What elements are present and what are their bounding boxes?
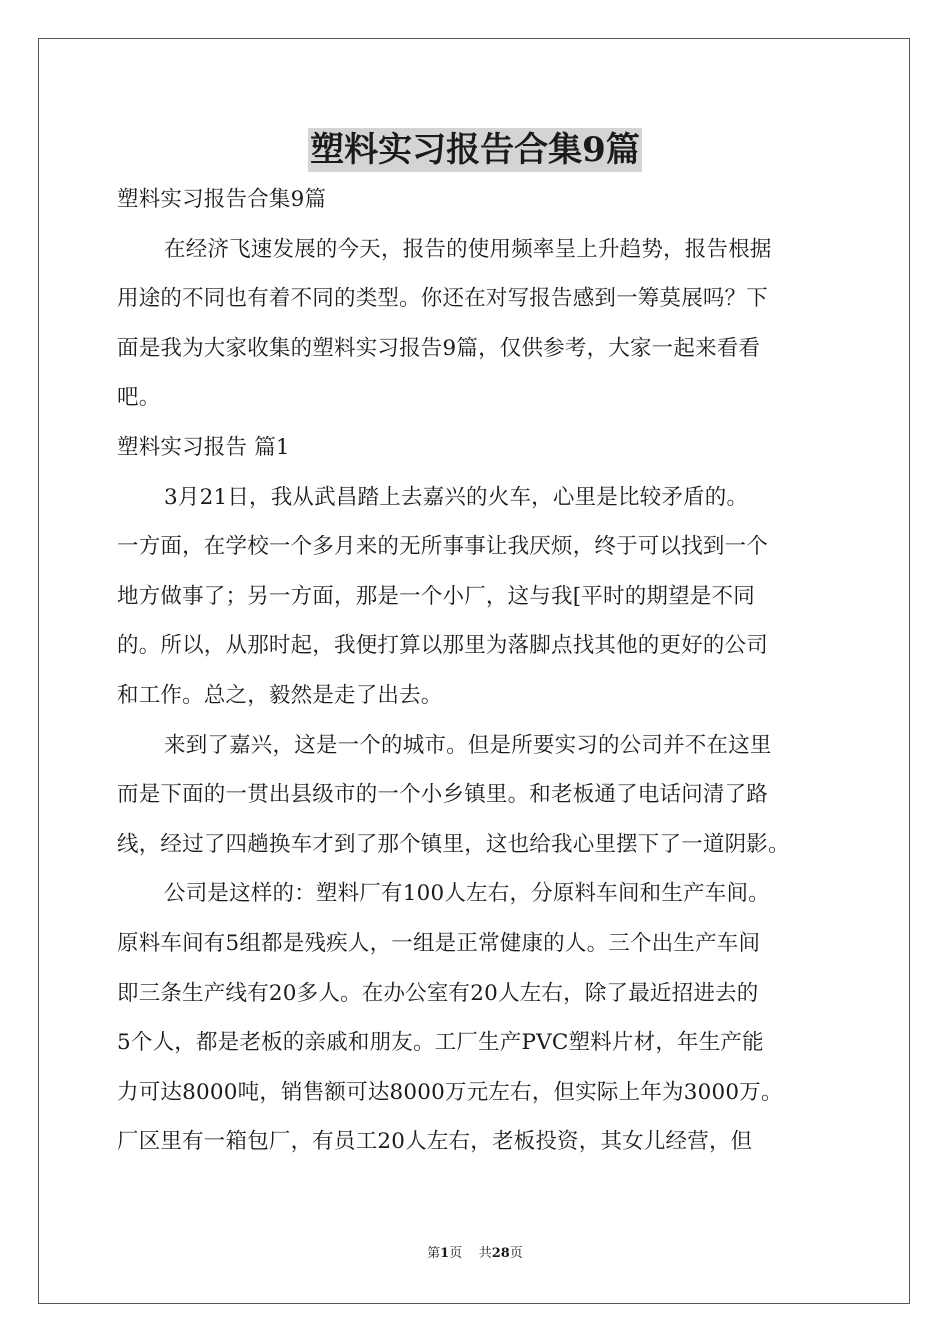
text-line: 一方面，在学校一个多月来的无所事事让我厌烦，终于可以找到一个 [117,534,769,560]
page-footer [0,1244,950,1264]
text-line: 塑料实习报告合集9篇 [117,187,327,212]
document-body [117,175,842,1167]
text-line: 原料车间有5组都是残疾人，一组是正常健康的人。三个出生产车间 [117,930,761,956]
text-line: 而是下面的一贯出县级市的一个小乡镇里。和老板通了电话问清了路 [117,782,769,808]
document-title: 塑料实习报告合集9篇 [310,130,640,170]
text-line: 线，经过了四趟换车才到了那个镇里，这也给我心里摆下了一道阴影。 [117,831,790,857]
title-container [0,128,950,172]
footer-page-number: 1 [440,1246,450,1261]
footer-page-suffix: 页 [449,1246,463,1261]
text-line: 3月21日，我从武昌踏上去嘉兴的火车，心里是比较矛盾的。 [164,484,749,510]
text-line: 力可达8000吨，销售额可达8000万元左右，但实际上年为3000万。 [117,1079,783,1105]
text-line: 在经济飞速发展的今天，报告的使用频率呈上升趋势，报告根据 [164,236,772,262]
footer-total-suffix: 页 [509,1246,523,1261]
text-line: 来到了嘉兴，这是一个的城市。但是所要实习的公司并不在这里 [164,732,772,758]
footer-total-pages: 28 [491,1246,510,1261]
text-line: 塑料实习报告 篇1 [117,434,290,460]
text-line: 公司是这样的：塑料厂有100人左右，分原料车间和生产车间。 [164,881,770,907]
footer-total-prefix: 共 [478,1246,492,1261]
text-line: 地方做事了；另一方面，那是一个小厂，这与我[平时的期望是不同 [117,583,755,609]
footer-page-prefix: 第 [427,1246,441,1261]
text-line: 的。所以，从那时起，我便打算以那里为落脚点找其他的更好的公司 [117,633,769,659]
text-line: 5个人，都是老板的亲戚和朋友。工厂生产PVC塑料片材，年生产能 [117,1030,764,1056]
text-line: 用途的不同也有着不同的类型。你还在对写报告感到一筹莫展吗？下 [117,286,769,312]
text-line: 厂区里有一箱包厂，有员工20人左右，老板投资，其女儿经营，但 [117,1129,753,1155]
text-line: 和工作。总之，毅然是走了出去。 [117,682,443,708]
text-line: 吧。 [117,385,161,411]
text-line: 即三条生产线有20多人。在办公室有20人左右，除了最近招进去的 [117,980,759,1006]
text-line: 面是我为大家收集的塑料实习报告9篇，仅供参考，大家一起来看看 [117,335,761,361]
